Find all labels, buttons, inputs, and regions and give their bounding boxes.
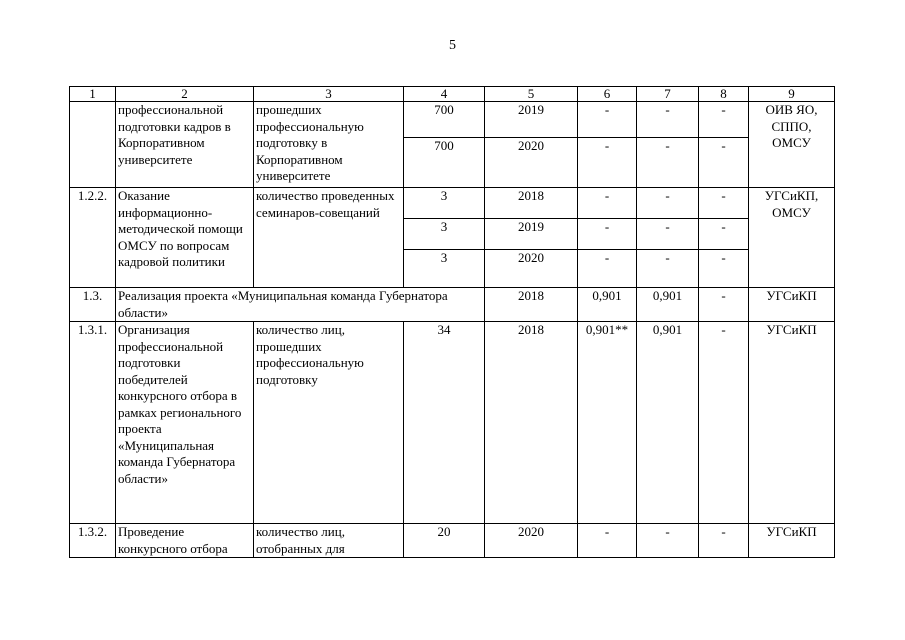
- funding-value: -: [578, 188, 637, 219]
- item-number: 1.2.2.: [70, 188, 116, 288]
- header-cell: 8: [699, 87, 749, 102]
- funding-value: -: [578, 250, 637, 288]
- activity-name: Оказание информационно-методической помощи ОМСУ по вопросам кадровой политики: [116, 188, 254, 288]
- header-cell: 4: [404, 87, 485, 102]
- funding-value: 0,901: [637, 322, 699, 524]
- activity-name: Организация профессиональной подготовки победителей конкурсного отбора в рамках регионального проекта «Муниципальная команда Губернатора области»: [116, 322, 254, 524]
- indicator-value: 20: [404, 524, 485, 558]
- table-row: [70, 288, 835, 322]
- responsible: УГСиКП, ОМСУ: [749, 188, 835, 288]
- header-cell: 2: [116, 87, 254, 102]
- page-number: 5: [449, 38, 456, 53]
- funding-value: -: [637, 219, 699, 250]
- indicator-value: 700: [404, 138, 485, 188]
- header-cell: 5: [485, 87, 578, 102]
- header-cell: 1: [70, 87, 116, 102]
- funding-value: -: [637, 524, 699, 558]
- indicator-name: количество проведенных семинаров-совещаний: [254, 188, 404, 288]
- year: 2018: [485, 322, 578, 524]
- funding-value: -: [578, 524, 637, 558]
- funding-value: -: [578, 138, 637, 188]
- funding-value: -: [699, 288, 749, 322]
- item-number: 1.3.: [70, 288, 116, 322]
- header-cell: 9: [749, 87, 835, 102]
- year: 2018: [485, 288, 578, 322]
- header-cell: 7: [637, 87, 699, 102]
- funding-value: -: [637, 250, 699, 288]
- responsible: УГСиКП: [749, 524, 835, 558]
- indicator-value: 3: [404, 250, 485, 288]
- year: 2020: [485, 524, 578, 558]
- table-row: [70, 322, 835, 524]
- item-number: 1.3.2.: [70, 524, 116, 558]
- year: 2020: [485, 250, 578, 288]
- funding-value: -: [699, 188, 749, 219]
- responsible: УГСиКП: [749, 322, 835, 524]
- activity-name: Проведение конкурсного отбора: [116, 524, 254, 558]
- table-row: [70, 524, 835, 558]
- year: 2018: [485, 188, 578, 219]
- indicator-value: 700: [404, 102, 485, 138]
- funding-value: -: [578, 102, 637, 138]
- indicator-value: 34: [404, 322, 485, 524]
- funding-value: -: [699, 524, 749, 558]
- funding-value: -: [637, 102, 699, 138]
- funding-value: -: [637, 138, 699, 188]
- header-row: [70, 87, 835, 102]
- project-name: Реализация проекта «Муниципальная команда Губернатора области»: [116, 288, 485, 322]
- indicator-name: количество лиц, отобранных для: [254, 524, 404, 558]
- table-row: [70, 102, 835, 138]
- program-table: [69, 86, 835, 558]
- funding-value: -: [578, 219, 637, 250]
- indicator-value: 3: [404, 219, 485, 250]
- funding-value: 0,901: [578, 288, 637, 322]
- table-row: [70, 188, 835, 219]
- header-cell: 6: [578, 87, 637, 102]
- indicator-name: прошедших профессиональную подготовку в Корпоративном университете: [254, 102, 404, 188]
- year: 2020: [485, 138, 578, 188]
- funding-value: 0,901: [637, 288, 699, 322]
- header-cell: 3: [254, 87, 404, 102]
- funding-value: 0,901**: [578, 322, 637, 524]
- indicator-value: 3: [404, 188, 485, 219]
- funding-value: -: [699, 219, 749, 250]
- item-number: 1.3.1.: [70, 322, 116, 524]
- funding-value: -: [699, 250, 749, 288]
- responsible: ОИВ ЯО, СППО, ОМСУ: [749, 102, 835, 188]
- funding-value: -: [699, 322, 749, 524]
- indicator-name: количество лиц, прошедших профессиональную подготовку: [254, 322, 404, 524]
- responsible: УГСиКП: [749, 288, 835, 322]
- year: 2019: [485, 102, 578, 138]
- funding-value: -: [699, 102, 749, 138]
- year: 2019: [485, 219, 578, 250]
- activity-name: профессиональной подготовки кадров в Корпоративном университете: [116, 102, 254, 188]
- funding-value: -: [699, 138, 749, 188]
- funding-value: -: [637, 188, 699, 219]
- item-number: [70, 102, 116, 188]
